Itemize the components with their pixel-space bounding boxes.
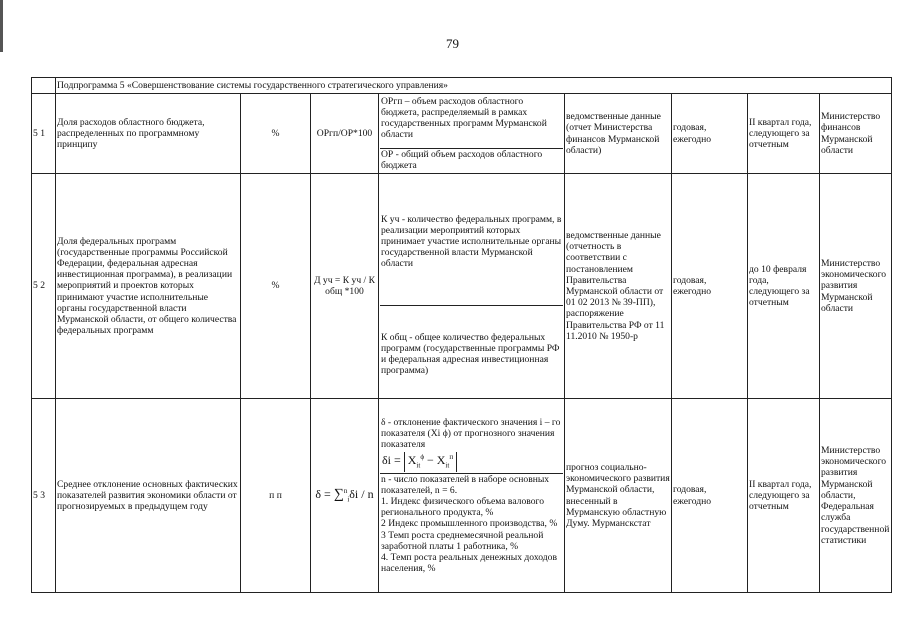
list-item: n - число показателей в наборе основных показателей, n = 6. bbox=[381, 473, 550, 496]
table-row bbox=[32, 174, 892, 399]
table-row bbox=[32, 94, 892, 174]
variable-list bbox=[380, 474, 563, 575]
row-number: 5 3 bbox=[32, 399, 56, 593]
unit: % bbox=[241, 94, 311, 174]
frequency: годовая, ежегодно bbox=[672, 399, 748, 593]
variable-definition: К уч - количество федеральных программ, в реализации мероприятий которых принимает участие исполнительные органы государственной власти Мурманской области bbox=[380, 196, 563, 306]
variable-definition: ОР - общий объем расходов областного бюджета bbox=[381, 148, 543, 171]
list-item: 4. Темп роста реальных денежных доходов населения, % bbox=[381, 552, 557, 575]
list-item: 3 Темп роста среднемесячной реальной заработной платы 1 работника, % bbox=[381, 529, 544, 552]
responsible-body: Министерство экономического развития Мурманской области bbox=[820, 174, 892, 399]
frequency: годовая, ежегодно bbox=[672, 94, 748, 174]
indicator-name: Среднее отклонение основных фактических показателей развития экономики области от прогнозируемых в предыдущем году bbox=[56, 399, 241, 593]
formula bbox=[311, 174, 379, 399]
formula bbox=[311, 399, 379, 593]
responsible-body: Министерство финансов Мурманской области bbox=[820, 94, 892, 174]
list-item: 1. Индекс физического объема валового регионального продукта, % bbox=[381, 495, 544, 519]
page-number: 79 bbox=[446, 36, 459, 51]
unit: п п bbox=[241, 399, 311, 593]
subprogram-row bbox=[32, 78, 892, 94]
formula-expression: δ = ∑$^n_i$δi / n bbox=[315, 486, 374, 504]
variable-definition: К общ - общее количество федеральных программ (государственные программы РФ и федеральная адресная инвестиционная программа) bbox=[381, 331, 560, 377]
responsible-body: Министерство экономического развития Мурманской области, Федеральная служба государственной статистики bbox=[820, 399, 892, 593]
report-period: II квартал года, следующего за отчетным bbox=[748, 399, 820, 593]
row-number: 5 2 bbox=[32, 174, 56, 399]
report-period: II квартал года, следующего за отчетным bbox=[748, 94, 820, 174]
frequency: годовая, ежегодно bbox=[672, 174, 748, 399]
data-source: ведомственные данные (отчет Министерства финансов Мурманской области) bbox=[565, 94, 672, 174]
formula-line: Д уч = К уч / К bbox=[313, 274, 376, 286]
formula: ОРгп/ОР*100 bbox=[311, 94, 379, 174]
indicator-name: Доля федеральных программ (государственные программы Российской Федерации, федеральная адресная инвестиционная программа), в реализации мероприятий и проектов которых принимают участие исполнительные органы государственной власти Мурманской области, от общего количества федеральных программ bbox=[56, 174, 241, 399]
subprogram-blank-cell bbox=[32, 78, 56, 94]
indicators-table bbox=[31, 77, 892, 593]
data-source: прогноз социально-экономического развития Мурманской области, внесенный в Мурманскую областную Думу. Мурманскстат bbox=[565, 399, 672, 593]
row-number: 5 1 bbox=[32, 94, 56, 174]
variables-cell bbox=[379, 174, 565, 399]
deviation-formula: $\delta i = X_{it}^\phi - X_{it}^п$ bbox=[382, 452, 457, 472]
variable-definition: δ - отклонение фактического значения i – го показателя (Xi ϕ) от прогнозного значения показателя $\delta i = X_{it}^\phi - X_{it}^п$ bbox=[380, 417, 563, 474]
formula-line: общ *100 bbox=[325, 286, 364, 297]
report-period: до 10 февраля года, следующего за отчетным bbox=[748, 174, 820, 399]
variables-cell bbox=[379, 94, 565, 174]
variables-cell bbox=[379, 399, 565, 593]
variable-definition: ОРгп – объем расходов областного бюджета, распределяемый в рамках государственных программ Мурманской области bbox=[380, 96, 563, 149]
table-row bbox=[32, 399, 892, 593]
subprogram-title: Подпрограмма 5 «Совершенствование системы государственного стратегического управления» bbox=[56, 78, 892, 94]
indicator-name: Доля расходов областного бюджета, распределенных по программному принципу bbox=[56, 94, 241, 174]
unit: % bbox=[241, 174, 311, 399]
data-source: ведомственные данные (отчетность в соответствии с постановлением Правительства Мурманской области от 01 02 2013 № 39-ПП), распоряжение Правительства РФ от 11 11.2010 № 1950-р bbox=[565, 174, 672, 399]
list-item: 2 Индекс промышленного производства, % bbox=[381, 518, 558, 530]
